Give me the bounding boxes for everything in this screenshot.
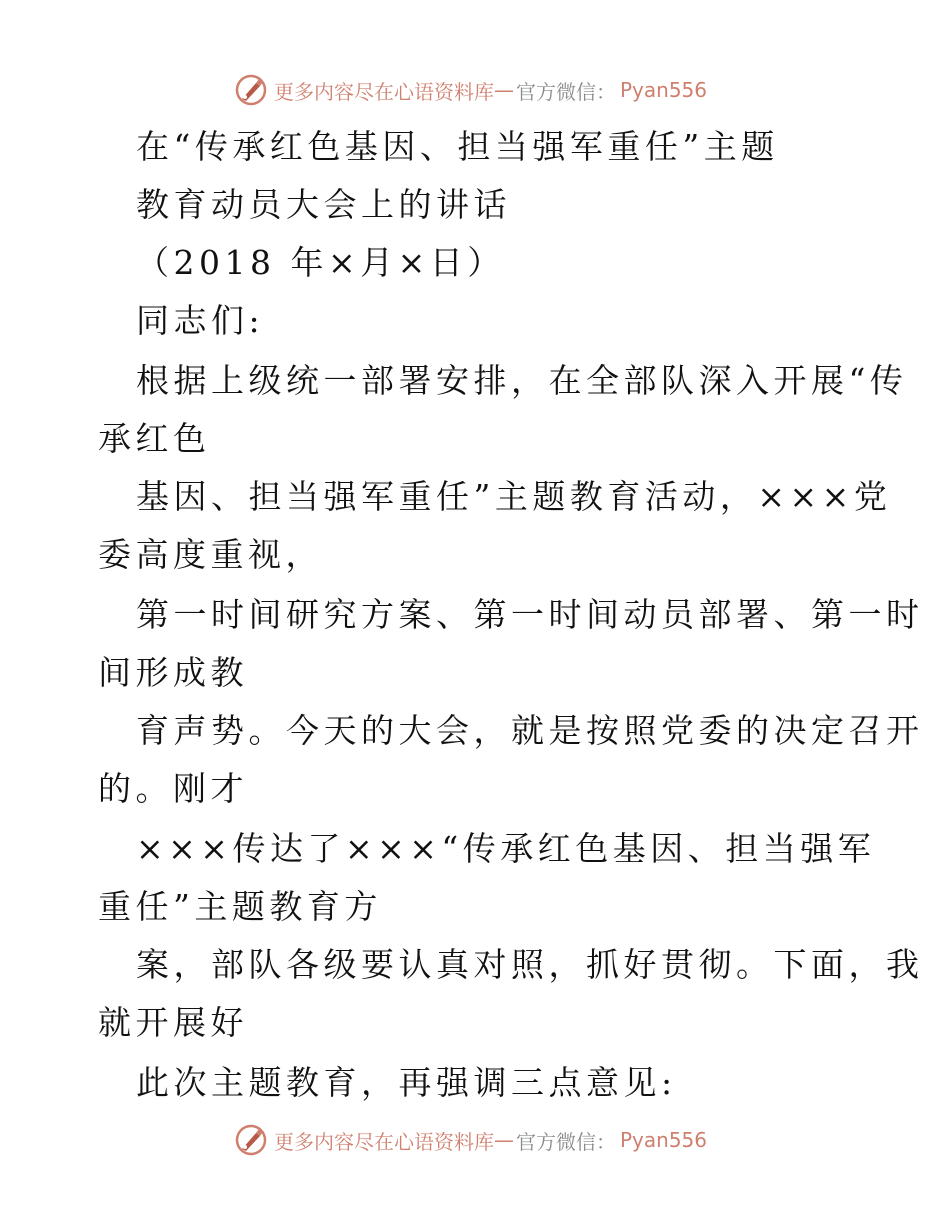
- paragraph-line: 委高度重视，: [98, 535, 323, 574]
- paragraph-line: 育声势。今天的大会，就是按照党委的决定召开: [136, 711, 924, 750]
- document-date: （2018 年×月×日）: [136, 243, 505, 282]
- paragraph-line: 承红色: [98, 419, 211, 458]
- watermark-wechat-label: 官方微信：: [516, 79, 616, 104]
- footer-watermark: [234, 1122, 707, 1158]
- watermark-text: 更多内容尽在心语资料库: [274, 79, 494, 104]
- document-salutation: 同志们:: [136, 301, 265, 340]
- watermark-wechat-id: Pyan556: [620, 78, 708, 102]
- paragraph-line: ×××传达了×××“传承红色基因、担当强军: [136, 829, 876, 868]
- paragraph-line: 此次主题教育，再强调三点意见:: [136, 1063, 677, 1102]
- watermark-wechat-label: 官方微信：: [516, 1129, 616, 1154]
- paragraph-line: 根据上级统一部署安排，在全部队深入开展“传: [136, 361, 908, 400]
- paragraph-line: 重任”主题教育方: [98, 887, 382, 926]
- paragraph-line: 第一时间研究方案、第一时间动员部署、第一时: [136, 595, 924, 634]
- paragraph-line: 的。刚才: [98, 769, 248, 808]
- document-title-line-1: 在“传承红色基因、担当强军重任”主题: [136, 127, 779, 166]
- paragraph-line: 基因、担当强军重任”主题教育活动，×××党: [136, 477, 892, 516]
- header-watermark: [234, 72, 707, 108]
- watermark-wechat-id: Pyan556: [620, 1128, 708, 1152]
- paragraph-line: 案，部队各级要认真对照，抓好贯彻。下面，我: [136, 945, 924, 984]
- document-title-line-2: 教育动员大会上的讲话: [136, 185, 511, 224]
- watermark-text: 更多内容尽在心语资料库: [274, 1129, 494, 1154]
- pen-circle-logo-icon: [234, 1123, 268, 1157]
- paragraph-line: 间形成教: [98, 653, 248, 692]
- paragraph-line: 就开展好: [98, 1003, 248, 1042]
- watermark-dash: —: [494, 78, 514, 102]
- watermark-dash: —: [494, 1128, 514, 1152]
- pen-circle-logo-icon: [234, 73, 268, 107]
